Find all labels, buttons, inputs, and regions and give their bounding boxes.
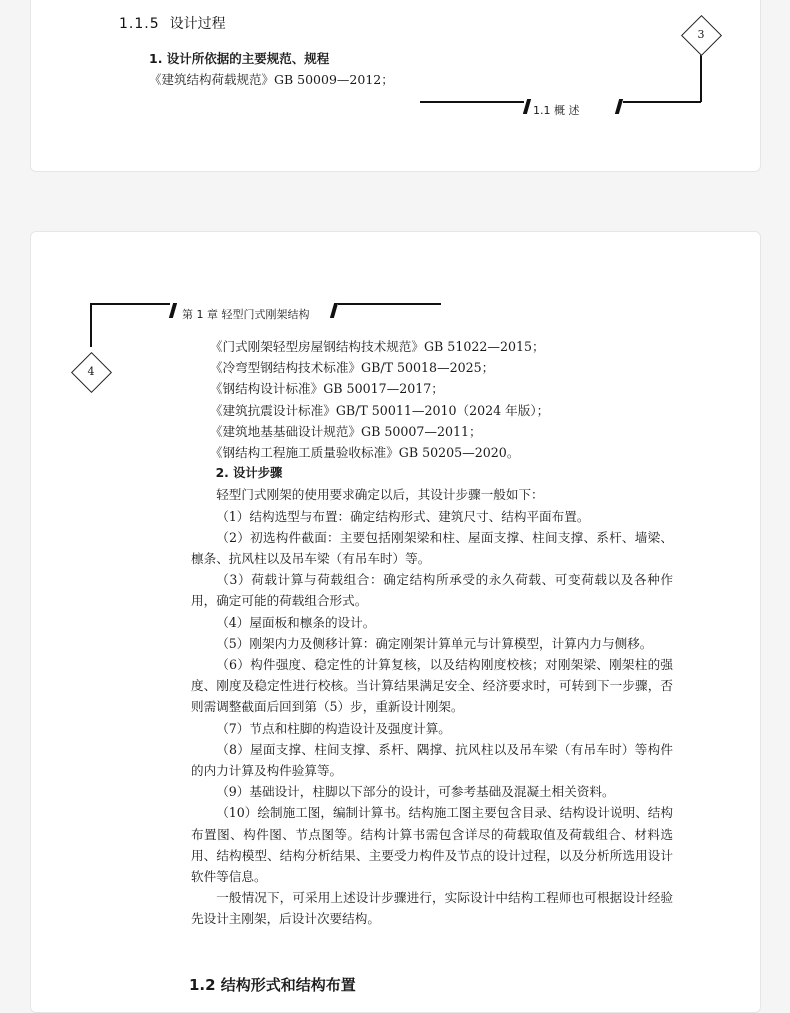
paragraph: （10）绘制施工图，编制计算书。结构施工图主要包含目录、结构设计说明、结构布置图、构件图、节点图等。结构计算书需包含详尽的荷载取值及荷载组合、材料选用、结构模型、结构分析结果、主要受力构件及节点的设计过程，以及分析所选用设计软件等信息。	[191, 805, 673, 885]
page-bottom	[30, 231, 761, 1013]
paragraph: （1）结构选型与布置：确定结构形式、建筑尺寸、结构平面布置。	[216, 508, 590, 524]
first-reference: 《建筑结构荷载规范》GB 50009—2012；	[149, 72, 394, 87]
subheading-design-basis: 1. 设计所依据的主要规范、规程	[149, 51, 330, 66]
paragraph: （6）构件强度、稳定性的计算复核，以及结构刚度校核；对刚架梁、刚架柱的强度、刚度及稳定性进行校核。当计算结果满足安全、经济要求时，可转到下一步骤，否则需调整截面后回到第（5）步，重新设计刚架。	[191, 657, 673, 715]
section-number: 1.1.5	[119, 16, 160, 32]
page-number: 4	[87, 365, 95, 378]
running-header: 第 1 章 轻型门式刚架结构	[182, 308, 310, 321]
paragraph: 轻型门式刚架的使用要求确定以后，其设计步骤一般如下：	[216, 487, 544, 503]
reference-item: 《冷弯型钢结构技术标准》GB/T 50018—2025；	[209, 360, 495, 376]
paragraph: （5）刚架内力及侧移计算：确定刚架计算单元与计算模型，计算内力与侧移。	[216, 635, 653, 651]
paragraph: （7）节点和柱脚的构造设计及强度计算。	[216, 720, 451, 736]
header-rule-right	[623, 101, 701, 103]
reference-item: 《建筑抗震设计标准》GB/T 50011—2010（2024 年版）；	[209, 402, 550, 418]
page-top	[30, 0, 761, 172]
header-slash-left	[523, 99, 531, 114]
reference-item: 《钢结构工程施工质量验收标准》GB 50205—2020。	[209, 445, 520, 461]
header-slash-right	[615, 99, 623, 114]
reference-item: 《建筑地基基础设计规范》GB 50007—2011；	[209, 423, 482, 439]
paragraph: （2）初选构件截面：主要包括刚架梁和柱、屋面支撑、柱间支撑、系杆、墙梁、檩条、抗风柱以及吊车梁（有吊车时）等。	[191, 529, 673, 567]
reference-item: 《门式刚架轻型房屋钢结构技术规范》GB 51022—2015；	[209, 339, 545, 354]
paragraph: （3）荷载计算与荷载组合：确定结构所承受的永久荷载、可变荷载以及各种作用，确定可能的荷载组合形式。	[191, 572, 673, 609]
header-slash-left	[169, 303, 177, 318]
header-rule-vertical	[700, 55, 702, 102]
body-text	[191, 336, 673, 930]
paragraph: 一般情况下，可采用上述设计步骤进行，实际设计中结构工程师也可根据设计经验先设计主刚架，后设计次要结构。	[191, 890, 673, 927]
paragraph: （8）屋面支撑、柱间支撑、系杆、隅撑、抗风柱以及吊车梁（有吊车时）等构件的内力计算及构件验算等。	[191, 741, 673, 779]
header-rule-left	[90, 303, 170, 305]
paragraph: （4）屋面板和檩条的设计。	[216, 614, 376, 630]
section-title: 设计过程	[169, 16, 226, 32]
subheading-design-steps: 2. 设计步骤	[215, 466, 283, 481]
header-slash-right	[330, 303, 338, 318]
header-rule-vertical	[90, 303, 92, 347]
header-rule-right	[338, 303, 441, 305]
running-header: 1.1 概 述	[533, 104, 580, 117]
header-rule-left	[420, 101, 524, 103]
next-section-heading: 1.2 结构形式和结构布置	[189, 976, 356, 994]
reference-item: 《钢结构设计标准》GB 50017—2017；	[209, 381, 444, 397]
paragraph: （9）基础设计，柱脚以下部分的设计，可参考基础及混凝土相关资料。	[216, 784, 615, 800]
page-number: 3	[697, 28, 705, 41]
section-heading	[119, 13, 226, 33]
